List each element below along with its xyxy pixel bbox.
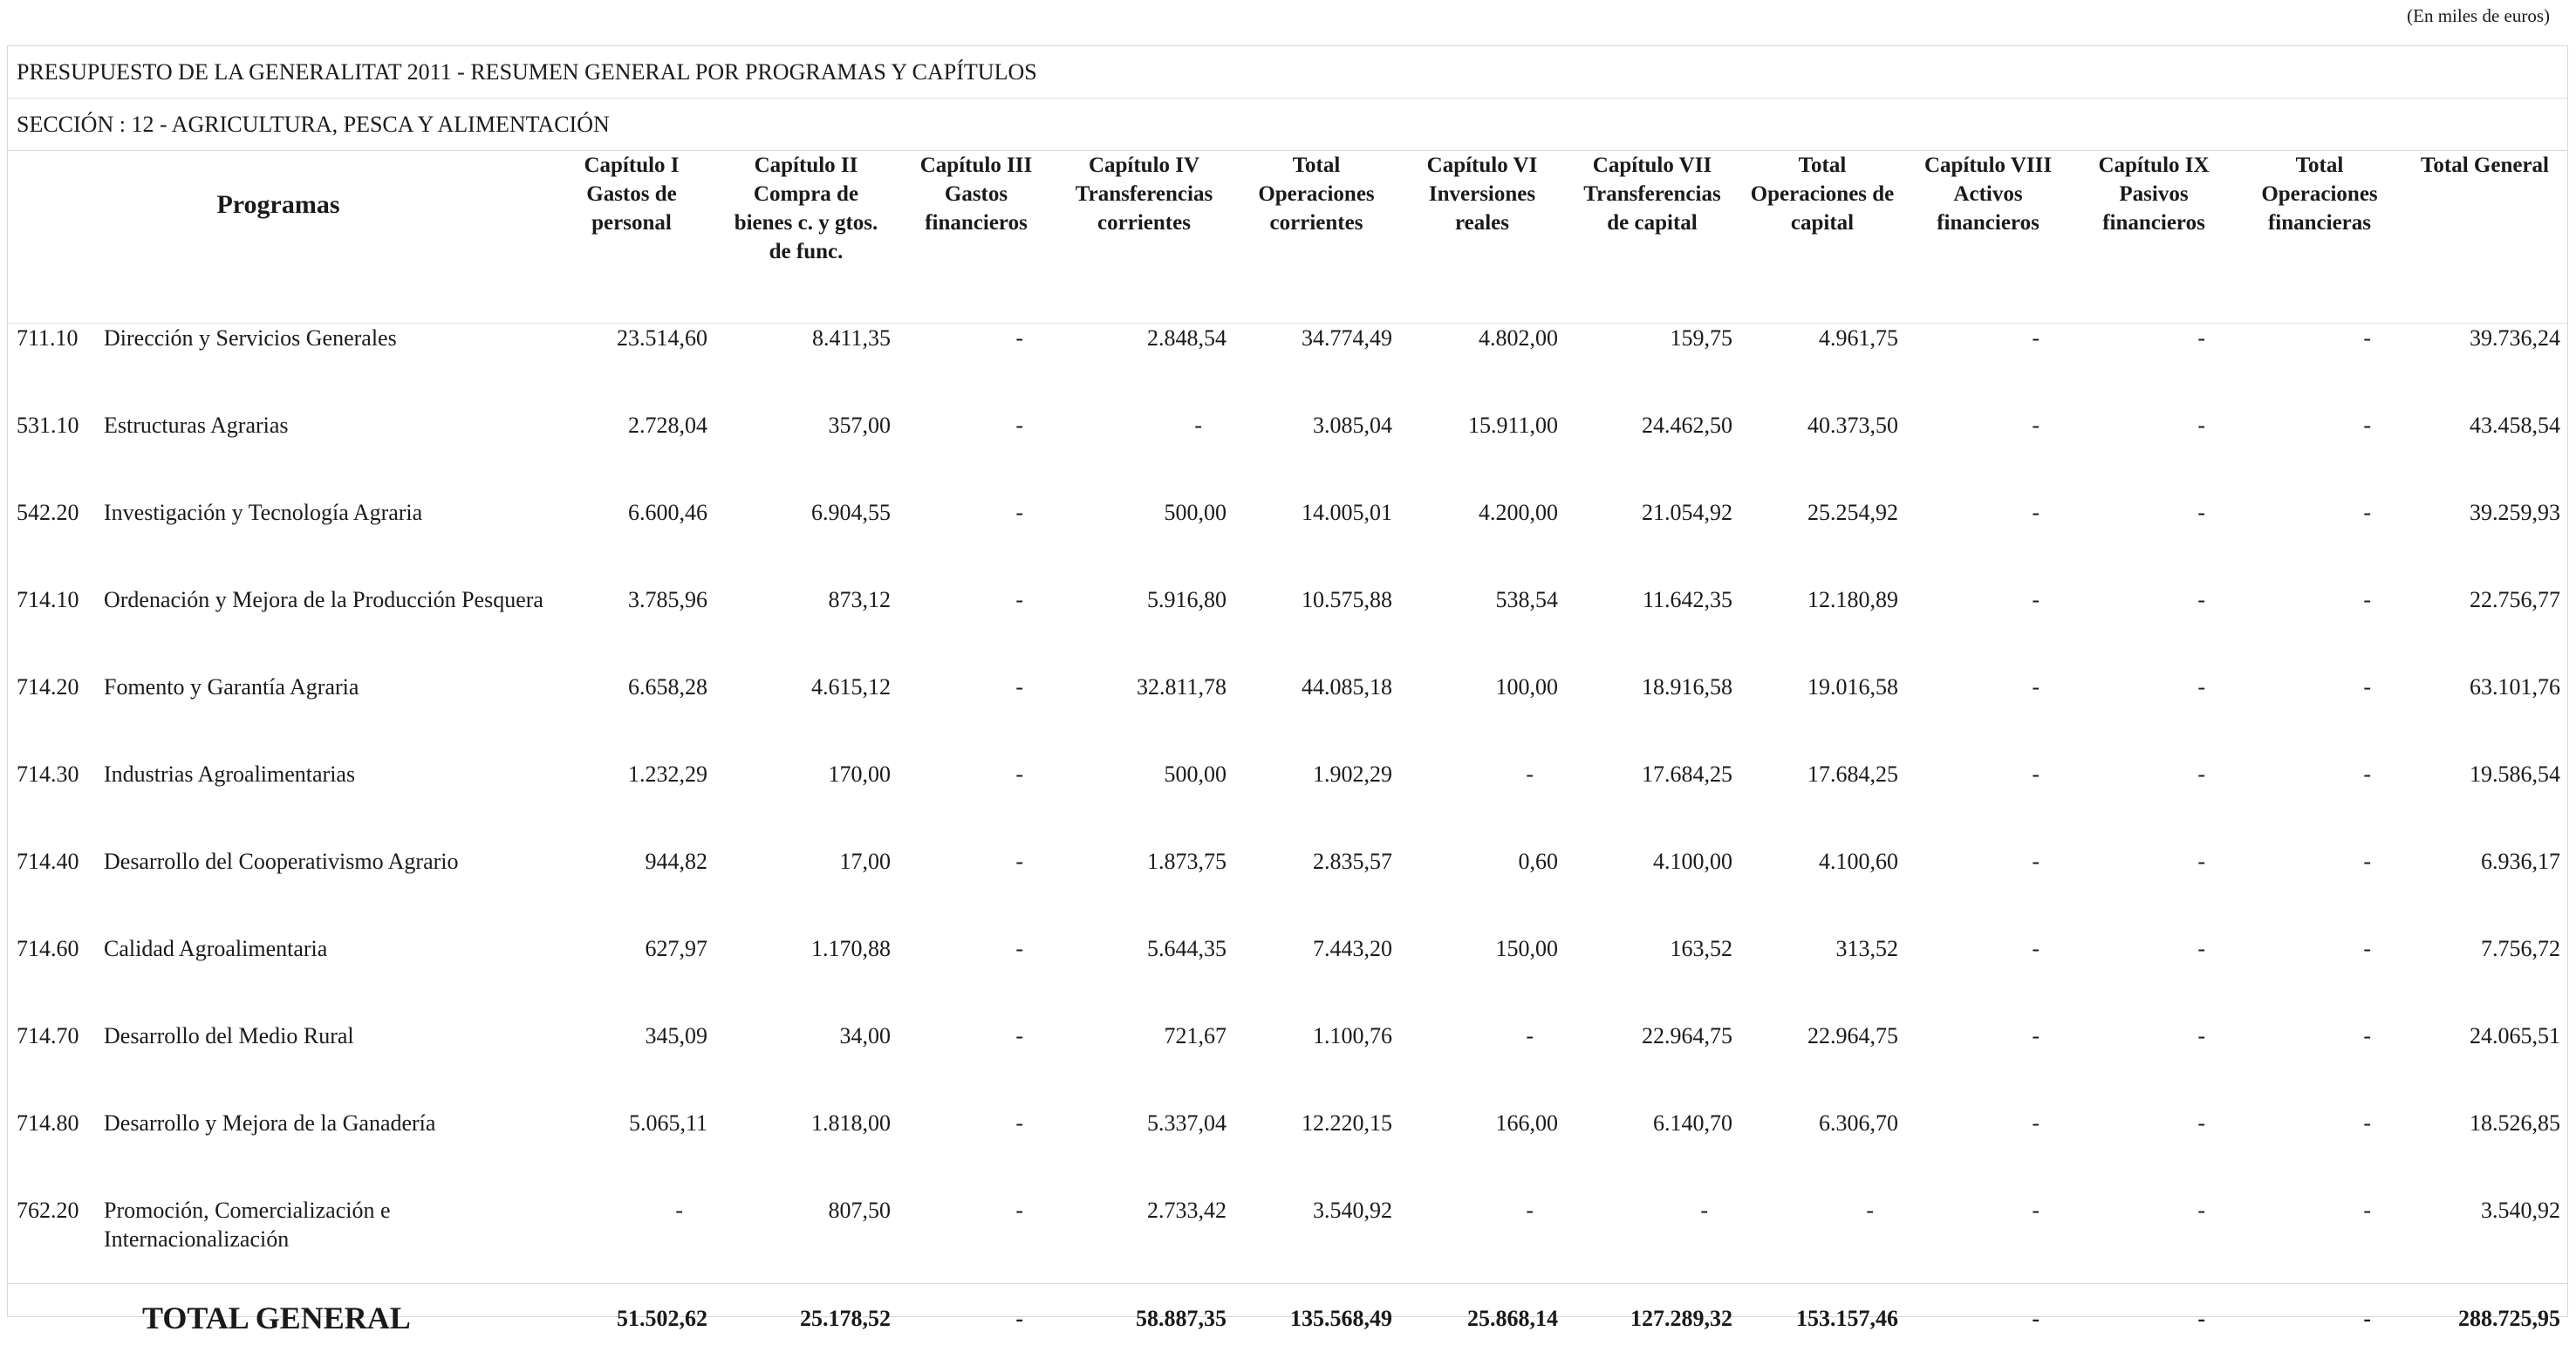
value-cell: - bbox=[1905, 411, 2071, 498]
value-cell: - bbox=[2071, 1021, 2237, 1109]
value-cell: 357,00 bbox=[714, 411, 898, 498]
value-cell: 6.658,28 bbox=[549, 673, 714, 760]
value-cell: 14.005,01 bbox=[1233, 498, 1399, 585]
value-cell: - bbox=[2237, 760, 2402, 847]
table-row bbox=[8, 1196, 2567, 1284]
value-cell: - bbox=[898, 498, 1055, 585]
value-cell: 6.904,55 bbox=[714, 498, 898, 585]
total-value-cell: - bbox=[898, 1284, 1055, 1352]
total-value-cell: 51.502,62 bbox=[549, 1284, 714, 1352]
value-cell: - bbox=[2237, 847, 2402, 934]
value-cell: - bbox=[898, 1109, 1055, 1196]
program-code: 714.60 bbox=[8, 934, 104, 1021]
total-value-cell: - bbox=[1905, 1284, 2071, 1352]
program-code: 714.30 bbox=[8, 760, 104, 847]
value-cell: 4.100,00 bbox=[1565, 847, 1739, 934]
value-cell: - bbox=[2237, 411, 2402, 498]
header-capitulo-iii: Capítulo III Gastos financieros bbox=[898, 151, 1055, 324]
value-cell: - bbox=[1565, 1196, 1739, 1284]
value-cell: - bbox=[898, 1196, 1055, 1284]
value-cell: 43.458,54 bbox=[2402, 411, 2567, 498]
value-cell: 19.016,58 bbox=[1739, 673, 1905, 760]
program-name: Dirección y Servicios Generales bbox=[104, 324, 549, 412]
value-cell: 944,82 bbox=[549, 847, 714, 934]
program-code: 531.10 bbox=[8, 411, 104, 498]
value-cell: 22.964,75 bbox=[1739, 1021, 1905, 1109]
value-cell: 3.540,92 bbox=[2402, 1196, 2567, 1284]
value-cell: 39.259,93 bbox=[2402, 498, 2567, 585]
value-cell: 23.514,60 bbox=[549, 324, 714, 412]
value-cell: - bbox=[1905, 934, 2071, 1021]
value-cell: 1.170,88 bbox=[714, 934, 898, 1021]
program-name: Desarrollo y Mejora de la Ganadería bbox=[104, 1109, 549, 1196]
value-cell: 345,09 bbox=[549, 1021, 714, 1109]
value-cell: 12.180,89 bbox=[1739, 585, 1905, 673]
program-code: 714.40 bbox=[8, 847, 104, 934]
value-cell: 2.835,57 bbox=[1233, 847, 1399, 934]
program-name: Calidad Agroalimentaria bbox=[104, 934, 549, 1021]
value-cell: 63.101,76 bbox=[2402, 673, 2567, 760]
value-cell: 21.054,92 bbox=[1565, 498, 1739, 585]
value-cell: 4.961,75 bbox=[1739, 324, 1905, 412]
value-cell: 12.220,15 bbox=[1233, 1109, 1399, 1196]
value-cell: - bbox=[898, 934, 1055, 1021]
program-name: Estructuras Agrarias bbox=[104, 411, 549, 498]
value-cell: 17,00 bbox=[714, 847, 898, 934]
value-cell: - bbox=[898, 673, 1055, 760]
total-value-cell: - bbox=[2071, 1284, 2237, 1352]
value-cell: 3.540,92 bbox=[1233, 1196, 1399, 1284]
total-value-cell: - bbox=[2237, 1284, 2402, 1352]
table-row bbox=[8, 847, 2567, 934]
value-cell: 24.462,50 bbox=[1565, 411, 1739, 498]
value-cell: 6.306,70 bbox=[1739, 1109, 1905, 1196]
value-cell: - bbox=[1399, 1021, 1565, 1109]
value-cell: - bbox=[1905, 1196, 2071, 1284]
program-name: Fomento y Garantía Agraria bbox=[104, 673, 549, 760]
table-row bbox=[8, 498, 2567, 585]
value-cell: - bbox=[2071, 585, 2237, 673]
value-cell: 4.100,60 bbox=[1739, 847, 1905, 934]
table-row bbox=[8, 673, 2567, 760]
header-capitulo-ii: Capítulo II Compra de bienes c. y gtos. de func. bbox=[714, 151, 898, 324]
value-cell: 24.065,51 bbox=[2402, 1021, 2567, 1109]
program-name: Promoción, Comercialización e Internacionalización bbox=[104, 1196, 549, 1284]
value-cell: 2.728,04 bbox=[549, 411, 714, 498]
value-cell: - bbox=[2071, 673, 2237, 760]
table-row bbox=[8, 760, 2567, 847]
total-value-cell: 153.157,46 bbox=[1739, 1284, 1905, 1352]
table-row bbox=[8, 411, 2567, 498]
header-capitulo-ix: Capítulo IX Pasivos financieros bbox=[2071, 151, 2237, 324]
value-cell: - bbox=[1399, 760, 1565, 847]
value-cell: 32.811,78 bbox=[1055, 673, 1233, 760]
value-cell: 25.254,92 bbox=[1739, 498, 1905, 585]
value-cell: 34,00 bbox=[714, 1021, 898, 1109]
value-cell: 4.615,12 bbox=[714, 673, 898, 760]
value-cell: - bbox=[2071, 847, 2237, 934]
value-cell: 3.785,96 bbox=[549, 585, 714, 673]
program-name: Industrias Agroalimentarias bbox=[104, 760, 549, 847]
total-value-cell: 288.725,95 bbox=[2402, 1284, 2567, 1352]
program-code: 714.20 bbox=[8, 673, 104, 760]
value-cell: - bbox=[2237, 585, 2402, 673]
total-label: TOTAL GENERAL bbox=[8, 1284, 549, 1352]
value-cell: 5.916,80 bbox=[1055, 585, 1233, 673]
value-cell: 4.200,00 bbox=[1399, 498, 1565, 585]
header-total-operaciones-corrientes: Total Operaciones corrientes bbox=[1233, 151, 1399, 324]
table-header-row bbox=[8, 151, 2567, 324]
value-cell: - bbox=[2237, 498, 2402, 585]
value-cell: 7.443,20 bbox=[1233, 934, 1399, 1021]
table-row bbox=[8, 1021, 2567, 1109]
value-cell: 1.902,29 bbox=[1233, 760, 1399, 847]
header-capitulo-viii: Capítulo VIII Activos financieros bbox=[1905, 151, 2071, 324]
value-cell: 7.756,72 bbox=[2402, 934, 2567, 1021]
header-capitulo-i: Capítulo I Gastos de personal bbox=[549, 151, 714, 324]
value-cell: 22.964,75 bbox=[1565, 1021, 1739, 1109]
value-cell: - bbox=[2071, 1109, 2237, 1196]
value-cell: 5.337,04 bbox=[1055, 1109, 1233, 1196]
value-cell: - bbox=[2237, 1109, 2402, 1196]
value-cell: - bbox=[1055, 411, 1233, 498]
value-cell: - bbox=[898, 760, 1055, 847]
value-cell: - bbox=[2071, 934, 2237, 1021]
value-cell: 159,75 bbox=[1565, 324, 1739, 412]
section-label: SECCIÓN : 12 - AGRICULTURA, PESCA Y ALIMENTACIÓN bbox=[8, 99, 2567, 151]
value-cell: - bbox=[2071, 411, 2237, 498]
value-cell: - bbox=[2071, 760, 2237, 847]
value-cell: 19.586,54 bbox=[2402, 760, 2567, 847]
program-code: 711.10 bbox=[8, 324, 104, 412]
value-cell: 500,00 bbox=[1055, 498, 1233, 585]
value-cell: - bbox=[1905, 585, 2071, 673]
value-cell: 15.911,00 bbox=[1399, 411, 1565, 498]
value-cell: - bbox=[2237, 1196, 2402, 1284]
value-cell: 721,67 bbox=[1055, 1021, 1233, 1109]
value-cell: - bbox=[1739, 1196, 1905, 1284]
value-cell: 10.575,88 bbox=[1233, 585, 1399, 673]
program-code: 714.70 bbox=[8, 1021, 104, 1109]
value-cell: 5.644,35 bbox=[1055, 934, 1233, 1021]
value-cell: - bbox=[1905, 498, 2071, 585]
value-cell: 22.756,77 bbox=[2402, 585, 2567, 673]
value-cell: - bbox=[549, 1196, 714, 1284]
value-cell: - bbox=[1905, 324, 2071, 412]
value-cell: 1.818,00 bbox=[714, 1109, 898, 1196]
value-cell: - bbox=[2071, 324, 2237, 412]
value-cell: 170,00 bbox=[714, 760, 898, 847]
value-cell: 163,52 bbox=[1565, 934, 1739, 1021]
value-cell: 40.373,50 bbox=[1739, 411, 1905, 498]
value-cell: 2.733,42 bbox=[1055, 1196, 1233, 1284]
value-cell: - bbox=[2071, 498, 2237, 585]
table-row bbox=[8, 585, 2567, 673]
value-cell: - bbox=[1905, 1109, 2071, 1196]
value-cell: - bbox=[1905, 760, 2071, 847]
value-cell: 538,54 bbox=[1399, 585, 1565, 673]
units-note: (En miles de euros) bbox=[2407, 5, 2550, 27]
value-cell: - bbox=[1905, 1021, 2071, 1109]
report-title: PRESUPUESTO DE LA GENERALITAT 2011 - RESUMEN GENERAL POR PROGRAMAS Y CAPÍTULOS bbox=[8, 46, 2567, 99]
value-cell: 11.642,35 bbox=[1565, 585, 1739, 673]
value-cell: - bbox=[2071, 1196, 2237, 1284]
value-cell: 150,00 bbox=[1399, 934, 1565, 1021]
value-cell: 18.916,58 bbox=[1565, 673, 1739, 760]
value-cell: - bbox=[2237, 673, 2402, 760]
value-cell: 34.774,49 bbox=[1233, 324, 1399, 412]
table-row bbox=[8, 934, 2567, 1021]
program-name: Investigación y Tecnología Agraria bbox=[104, 498, 549, 585]
value-cell: 1.873,75 bbox=[1055, 847, 1233, 934]
header-capitulo-iv: Capítulo IV Transferencias corrientes bbox=[1055, 151, 1233, 324]
program-name: Desarrollo del Medio Rural bbox=[104, 1021, 549, 1109]
value-cell: 2.848,54 bbox=[1055, 324, 1233, 412]
budget-report bbox=[7, 45, 2568, 1317]
value-cell: 4.802,00 bbox=[1399, 324, 1565, 412]
value-cell: - bbox=[1399, 1196, 1565, 1284]
value-cell: - bbox=[898, 1021, 1055, 1109]
header-total-general: Total General bbox=[2402, 151, 2567, 324]
value-cell: 3.085,04 bbox=[1233, 411, 1399, 498]
budget-table bbox=[8, 151, 2567, 1352]
value-cell: - bbox=[2237, 934, 2402, 1021]
total-value-cell: 25.868,14 bbox=[1399, 1284, 1565, 1352]
program-name: Ordenación y Mejora de la Producción Pesquera bbox=[104, 585, 549, 673]
table-row bbox=[8, 324, 2567, 412]
value-cell: 17.684,25 bbox=[1565, 760, 1739, 847]
total-value-cell: 135.568,49 bbox=[1233, 1284, 1399, 1352]
value-cell: 100,00 bbox=[1399, 673, 1565, 760]
value-cell: - bbox=[898, 411, 1055, 498]
table-body bbox=[8, 324, 2567, 1352]
value-cell: 18.526,85 bbox=[2402, 1109, 2567, 1196]
program-code: 762.20 bbox=[8, 1196, 104, 1284]
program-code: 542.20 bbox=[8, 498, 104, 585]
value-cell: - bbox=[898, 585, 1055, 673]
program-name: Desarrollo del Cooperativismo Agrario bbox=[104, 847, 549, 934]
table-row bbox=[8, 1109, 2567, 1196]
value-cell: - bbox=[898, 324, 1055, 412]
value-cell: 166,00 bbox=[1399, 1109, 1565, 1196]
value-cell: 39.736,24 bbox=[2402, 324, 2567, 412]
program-code: 714.10 bbox=[8, 585, 104, 673]
value-cell: - bbox=[898, 847, 1055, 934]
value-cell: 8.411,35 bbox=[714, 324, 898, 412]
total-value-cell: 58.887,35 bbox=[1055, 1284, 1233, 1352]
value-cell: - bbox=[1905, 673, 2071, 760]
value-cell: 1.232,29 bbox=[549, 760, 714, 847]
value-cell: 44.085,18 bbox=[1233, 673, 1399, 760]
value-cell: 5.065,11 bbox=[549, 1109, 714, 1196]
program-code: 714.80 bbox=[8, 1109, 104, 1196]
value-cell: 6.600,46 bbox=[549, 498, 714, 585]
header-capitulo-vii: Capítulo VII Transferencias de capital bbox=[1565, 151, 1739, 324]
value-cell: 873,12 bbox=[714, 585, 898, 673]
value-cell: 6.936,17 bbox=[2402, 847, 2567, 934]
value-cell: 627,97 bbox=[549, 934, 714, 1021]
value-cell: - bbox=[2237, 1021, 2402, 1109]
total-value-cell: 25.178,52 bbox=[714, 1284, 898, 1352]
value-cell: 313,52 bbox=[1739, 934, 1905, 1021]
value-cell: 500,00 bbox=[1055, 760, 1233, 847]
header-capitulo-vi: Capítulo VI Inversiones reales bbox=[1399, 151, 1565, 324]
header-total-operaciones-financieras: Total Operaciones financieras bbox=[2237, 151, 2402, 324]
value-cell: 6.140,70 bbox=[1565, 1109, 1739, 1196]
value-cell: 1.100,76 bbox=[1233, 1021, 1399, 1109]
value-cell: - bbox=[2237, 324, 2402, 412]
total-row bbox=[8, 1284, 2567, 1352]
total-value-cell: 127.289,32 bbox=[1565, 1284, 1739, 1352]
value-cell: 807,50 bbox=[714, 1196, 898, 1284]
header-total-operaciones-capital: Total Operaciones de capital bbox=[1739, 151, 1905, 324]
value-cell: - bbox=[1905, 847, 2071, 934]
header-programas: Programas bbox=[8, 151, 549, 324]
value-cell: 17.684,25 bbox=[1739, 760, 1905, 847]
value-cell: 0,60 bbox=[1399, 847, 1565, 934]
